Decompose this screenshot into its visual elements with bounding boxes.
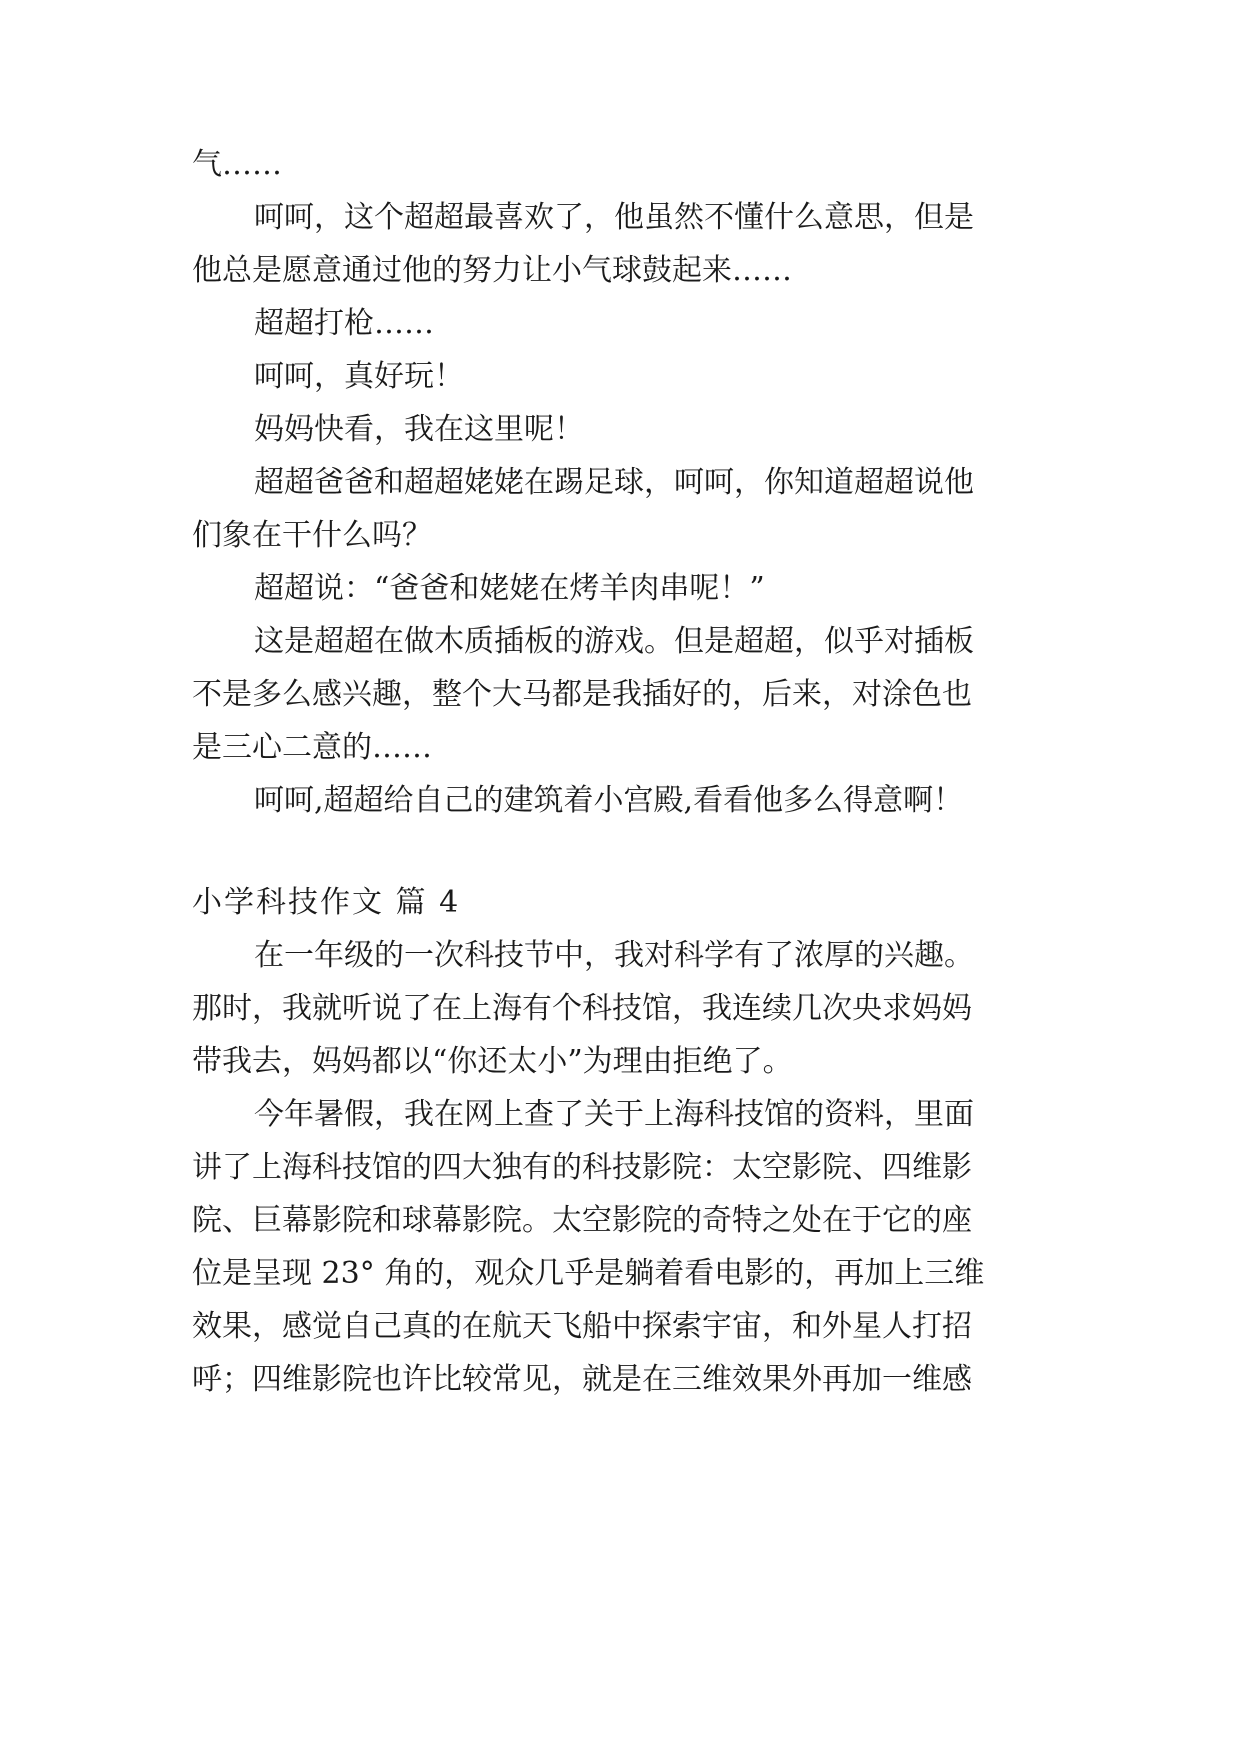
text-line: 带我去，妈妈都以“你还太小”为理由拒绝了。 [192, 1044, 793, 1079]
paragraph-line: 在一年级的一次科技节中，我对科学有了浓厚的兴趣。 [254, 938, 974, 973]
text-line: 们象在干什么吗？ [192, 518, 432, 553]
paragraph-line: 超超爸爸和超超姥姥在踢足球，呵呵，你知道超超说他 [254, 465, 974, 500]
paragraph-line: 呵呵，这个超超最喜欢了，他虽然不懂什么意思，但是 [254, 200, 974, 235]
text-line: 他总是愿意通过他的努力让小气球鼓起来…… [192, 253, 792, 288]
text-line: 是三心二意的…… [192, 730, 432, 765]
paragraph-line: 妈妈快看，我在这里呢！ [254, 412, 584, 447]
paragraph-line: 超超打枪…… [254, 306, 434, 341]
text-line: 院、巨幕影院和球幕影院。太空影院的奇特之处在于它的座 [192, 1203, 972, 1238]
text-line: 不是多么感兴趣，整个大马都是我插好的，后来，对涂色也 [192, 677, 972, 712]
paragraph-line: 超超说：“爸爸和姥姥在烤羊肉串呢！” [254, 571, 765, 606]
text-line: 那时，我就听说了在上海有个科技馆，我连续几次央求妈妈 [192, 991, 972, 1026]
text-line: 呼；四维影院也许比较常见，就是在三维效果外再加一维感 [192, 1362, 972, 1397]
text-line: 气…… [192, 147, 282, 182]
paragraph-line: 这是超超在做木质插板的游戏。但是超超，似乎对插板 [254, 624, 974, 659]
paragraph-line: 呵呵，真好玩！ [254, 359, 464, 394]
section-heading: 小学科技作文 篇 4 [192, 885, 461, 920]
text-line: 效果，感觉自己真的在航天飞船中探索宇宙，和外星人打招 [192, 1309, 972, 1344]
paragraph-line: 呵呵,超超给自己的建筑着小宫殿,看看他多么得意啊！ [254, 783, 964, 818]
text-line: 位是呈现 23° 角的，观众几乎是躺着看电影的，再加上三维 [192, 1256, 985, 1291]
paragraph-line: 今年暑假，我在网上查了关于上海科技馆的资料，里面 [254, 1097, 974, 1132]
text-line: 讲了上海科技馆的四大独有的科技影院：太空影院、四维影 [192, 1150, 972, 1185]
